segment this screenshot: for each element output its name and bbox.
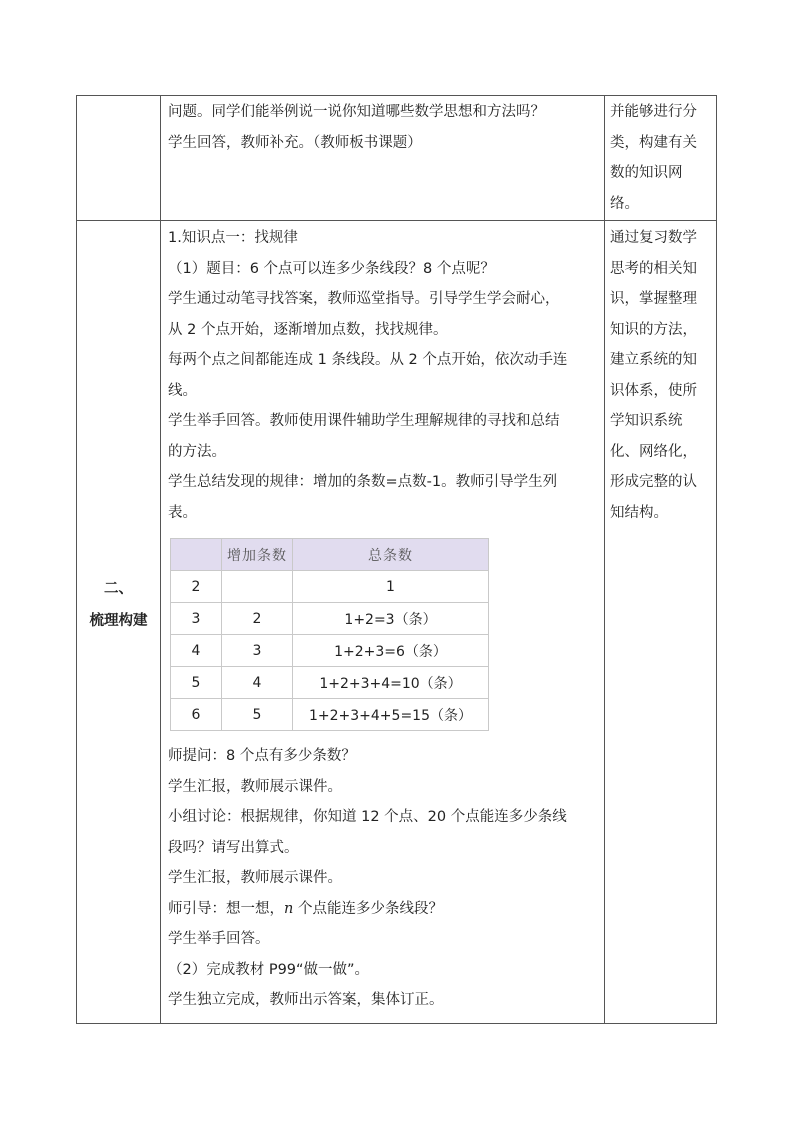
goal-line: 类，构建有关	[610, 134, 697, 151]
table-cell: 4	[222, 667, 293, 699]
goal-line: 知识的方法，	[610, 321, 697, 338]
table-cell: 1+2=3（条）	[293, 603, 489, 635]
table-row	[171, 571, 489, 603]
table-cell: 4	[171, 635, 222, 667]
paragraph: 学生汇报，教师展示课件。	[168, 870, 342, 886]
goal-line: 形成完整的认	[610, 474, 697, 490]
goal-line: 并能够进行分	[610, 104, 697, 120]
goal-line: 知结构。	[610, 504, 668, 521]
table-border-bottom	[76, 1023, 717, 1024]
guide-prefix: 师引导：想一想，	[168, 900, 284, 917]
table-cell: 3	[171, 603, 222, 635]
table-row	[171, 635, 489, 667]
pattern-table	[170, 538, 489, 731]
top-row-main-cell	[168, 97, 600, 158]
pattern-table-header	[171, 539, 489, 571]
goal-line: 通过复习数学	[610, 230, 697, 246]
section-label	[76, 573, 161, 637]
table-cell: 5	[171, 667, 222, 699]
paragraph: 的方法。	[168, 443, 226, 460]
paragraph	[168, 894, 600, 925]
paragraph: 从 2 个点开始，逐渐增加点数，找找规律。	[168, 321, 448, 338]
table-border-top	[76, 95, 717, 96]
table-cell: 2	[171, 571, 222, 603]
paragraph: 学生通过动笔寻找答案，教师巡堂指导。引导学生学会耐心，	[168, 291, 560, 307]
table-border-right	[716, 95, 717, 1024]
table-cell: 1+2+3+4+5=15（条）	[293, 699, 489, 731]
table-row-divider	[76, 220, 717, 221]
table-border-left	[76, 95, 77, 1024]
paragraph: 段吗？请写出算式。	[168, 839, 299, 856]
paragraph: 学生举手回答。	[168, 931, 270, 947]
goal-line: 数的知识网	[610, 165, 683, 181]
goal-line: 络。	[610, 195, 639, 212]
paragraph: 学生回答，教师补充。（教师板书课题）	[168, 134, 422, 151]
section-number: 二、	[104, 581, 133, 597]
paragraph: 1.知识点一：找规律	[168, 230, 298, 246]
goal-line: 识，掌握整理	[610, 291, 697, 307]
paragraph: 小组讨论：根据规律，你知道 12 个点、20 个点能连多少条线	[168, 809, 567, 825]
goal-line: 化、网络化，	[610, 443, 697, 460]
paragraph: 学生独立完成，教师出示答案，集体订正。	[168, 992, 444, 1008]
guide-suffix: 个点能连多少条线段？	[293, 900, 443, 917]
table-row	[171, 603, 489, 635]
goal-line: 识体系，使所	[610, 382, 697, 399]
top-row-goal-cell	[610, 97, 712, 219]
table-row	[171, 699, 489, 731]
paragraph: 师提问：8 个点有多少条数？	[168, 748, 356, 764]
header-cell: 增加条数	[222, 539, 293, 571]
lesson-plan-table	[76, 95, 717, 1024]
paragraph: 每两个点之间都能连成 1 条线段。从 2 个点开始，依次动手连	[168, 352, 568, 368]
paragraph: 学生举手回答。教师使用课件辅助学生理解规律的寻找和总结	[168, 413, 560, 429]
header-cell: 总条数	[293, 539, 489, 571]
guide-variable: n	[284, 900, 294, 917]
table-cell	[222, 571, 293, 603]
goal-line: 学知识系统	[610, 413, 683, 429]
table-cell: 1+2+3=6（条）	[293, 635, 489, 667]
table-cell: 1	[293, 571, 489, 603]
table-cell: 6	[171, 699, 222, 731]
paragraph: 线。	[168, 382, 197, 399]
section-main-after-table	[168, 741, 600, 1016]
paragraph: 学生汇报，教师展示课件。	[168, 778, 342, 795]
table-divider-1	[160, 95, 161, 1024]
table-row	[171, 667, 489, 699]
table-cell: 1+2+3+4=10（条）	[293, 667, 489, 699]
paragraph: 问题。同学们能举例说一说你知道哪些数学思想和方法吗？	[168, 104, 545, 120]
goal-line: 建立系统的知	[610, 352, 697, 368]
paragraph: （2）完成教材 P99“做一做”。	[168, 961, 370, 978]
section-title: 梳理构建	[89, 613, 148, 629]
table-cell: 3	[222, 635, 293, 667]
paragraph: 学生总结发现的规律：增加的条数=点数-1。教师引导学生列	[168, 474, 558, 490]
table-cell: 5	[222, 699, 293, 731]
section-goal-cell	[610, 223, 712, 528]
paragraph: （1）题目：6 个点可以连多少条线段？8 个点呢？	[168, 260, 495, 277]
goal-line: 思考的相关知	[610, 260, 697, 277]
section-main-before-table	[168, 223, 600, 528]
paragraph: 表。	[168, 504, 197, 521]
table-cell: 2	[222, 603, 293, 635]
table-divider-2	[604, 95, 605, 1024]
header-cell	[171, 539, 222, 571]
